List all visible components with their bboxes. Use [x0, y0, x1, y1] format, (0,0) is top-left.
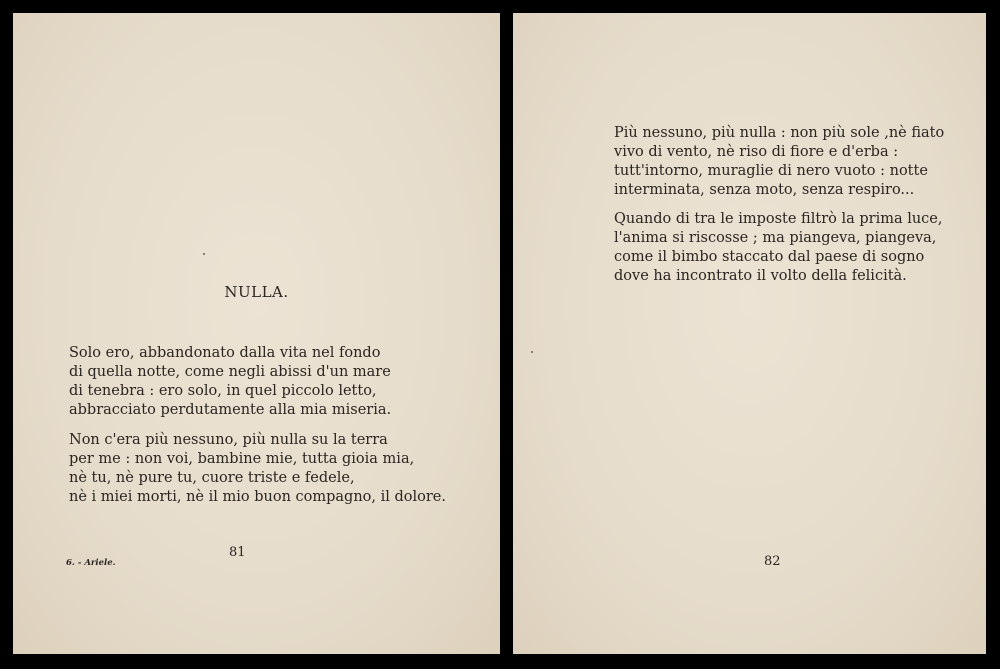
right-page-number: 82: [764, 554, 781, 569]
right-page: [513, 13, 986, 654]
verse-line: per me : non voi, bambine mie, tutta gioia mia,: [69, 451, 415, 467]
verse-line: interminata, senza moto, senza respiro...: [614, 182, 915, 198]
left-stanza-2: [69, 431, 446, 507]
verse-line: di tenebra : ero solo, in quel piccolo letto,: [69, 383, 377, 399]
signature-mark: 6. - Ariele.: [66, 558, 116, 568]
left-page-number: 81: [229, 545, 246, 560]
left-stanza-1: [69, 344, 391, 420]
verse-line: Più nessuno, più nulla : non più sole ,nè fiato: [614, 125, 945, 141]
verse-line: tutt'intorno, muraglie di nero vuoto : notte: [614, 163, 928, 179]
right-stanza-2: [614, 210, 943, 286]
verse-line: di quella notte, come negli abissi d'un mare: [69, 364, 391, 380]
verse-line: Non c'era più nessuno, più nulla su la terra: [69, 432, 388, 448]
verse-line: vivo di vento, nè riso di fiore e d'erba :: [614, 144, 899, 160]
verse-line: Solo ero, abbandonato dalla vita nel fondo: [69, 345, 381, 361]
paper-speck: [531, 351, 533, 353]
verse-line: come il bimbo staccato dal paese di sogno: [614, 249, 925, 265]
verse-line: dove ha incontrato il volto della felicità.: [614, 268, 907, 284]
paper-speck: [203, 253, 205, 255]
verse-line: nè i miei morti, nè il mio buon compagno, il dolore.: [69, 489, 446, 505]
verse-line: abbracciato perdutamente alla mia miseria.: [69, 402, 392, 418]
verse-line: nè tu, nè pure tu, cuore triste e fedele,: [69, 470, 355, 486]
right-stanza-1: [614, 124, 944, 200]
poem-title: NULLA.: [224, 283, 289, 301]
verse-line: Quando di tra le imposte filtrò la prima luce,: [614, 211, 943, 227]
verse-line: l'anima si riscosse ; ma piangeva, piangeva,: [614, 230, 937, 246]
left-page: [13, 13, 500, 654]
